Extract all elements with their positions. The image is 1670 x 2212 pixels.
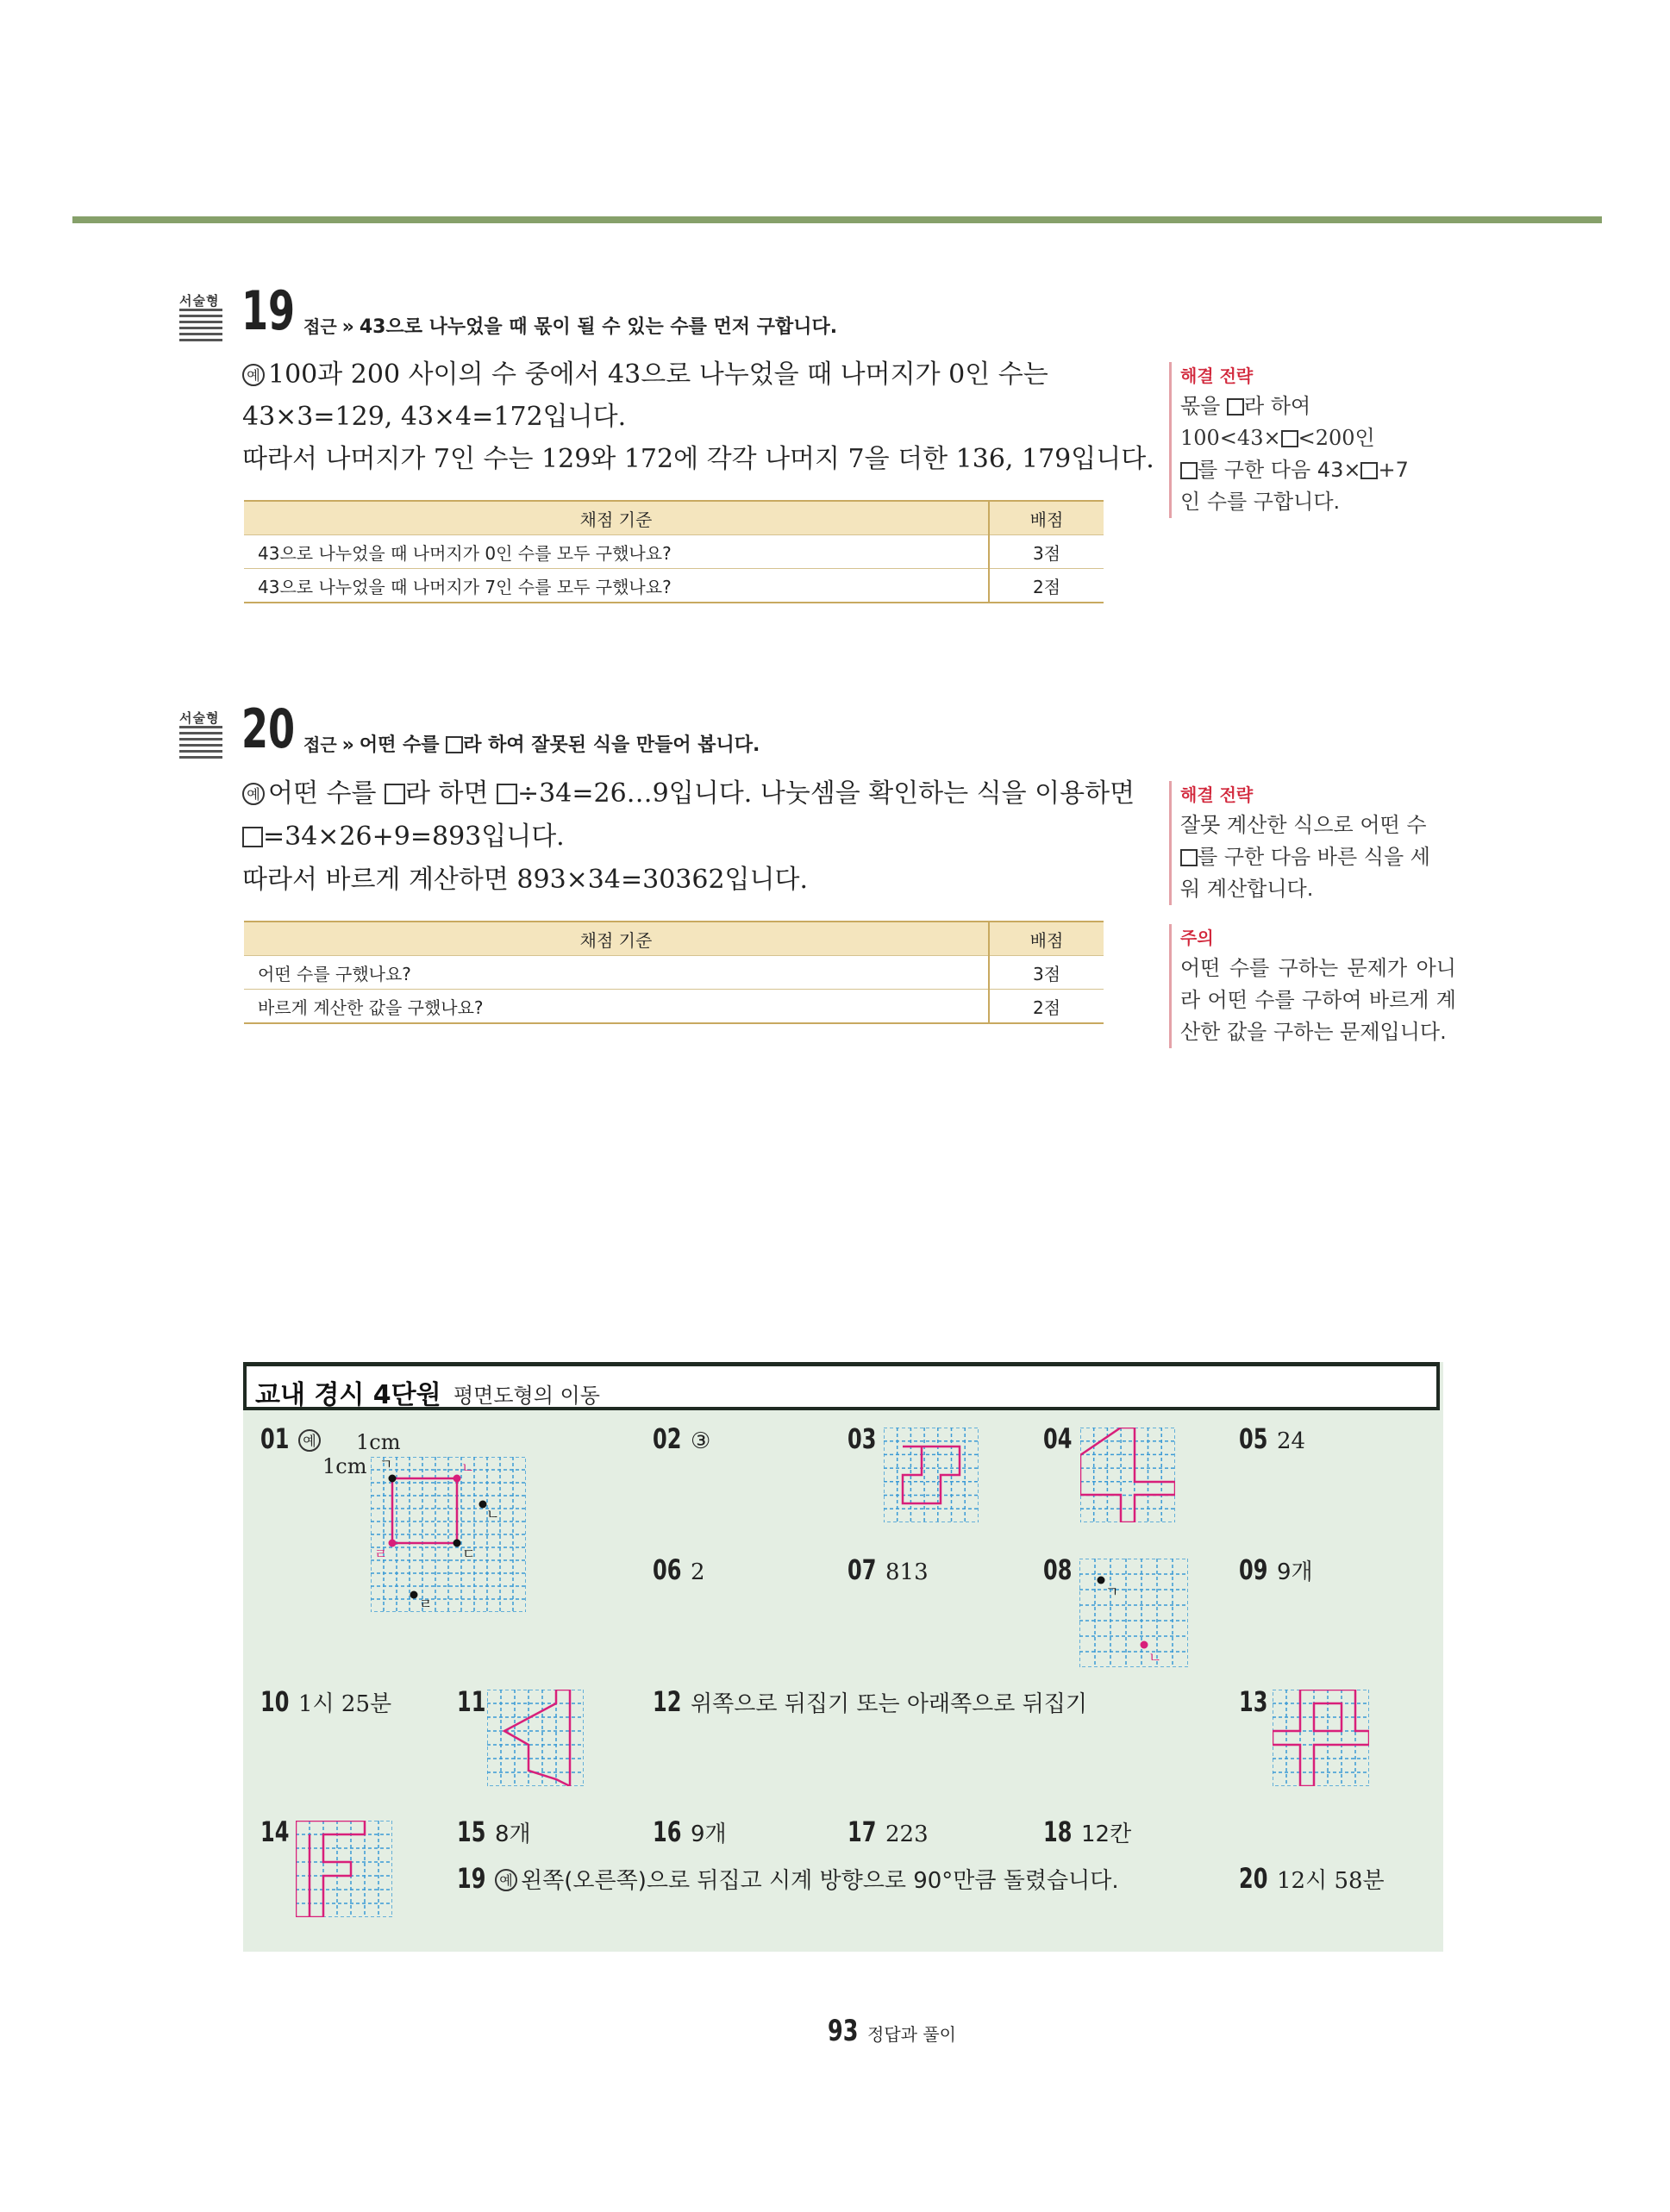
blank-box	[497, 784, 517, 804]
q19-answer-line1: 예 100과 200 사이의 수 중에서 43으로 나누었을 때 나머지가 0인 수는	[242, 353, 1048, 397]
approach-label: 접근	[303, 316, 337, 337]
blank-box	[1180, 849, 1198, 866]
answer-18: 18 12칸	[1043, 1815, 1132, 1848]
note-body: 어떤 수를 구하는 문제가 아니라 어떤 수를 구하여 바르게 계산한 값을 구하는 문제입니다.	[1180, 956, 1456, 1044]
q20-number: 20	[241, 697, 296, 760]
answer-15: 15 8개	[457, 1815, 531, 1848]
approach-text: 43으로 나누었을 때 몫이 될 수 있는 수를 먼저 구합니다.	[359, 316, 838, 338]
answer-12: 12 위쪽으로 뒤집기 또는 아래쪽으로 뒤집기	[653, 1685, 1088, 1718]
answer-17: 17 223	[848, 1815, 929, 1848]
answer-04: 04	[1043, 1422, 1073, 1455]
strategy-body: 잘못 계산한 식으로 어떤 수 를 구한 다음 바른 식을 세 워 계산합니다.	[1180, 813, 1430, 901]
example-badge: 예	[242, 364, 265, 386]
vertex-label: ㄹ	[419, 1596, 433, 1612]
table-row: 43으로 나누었을 때 나머지가 0인 수를 모두 구했나요? 3점	[244, 535, 1104, 569]
answer-10: 10 1시 25분	[260, 1685, 392, 1718]
q20-tag: 서술형	[179, 710, 220, 726]
q19-number: 19	[241, 279, 296, 342]
blank-box	[385, 784, 405, 804]
figure-11	[487, 1690, 584, 1786]
q19-approach	[303, 312, 837, 339]
q20-approach: 접근 » 어떤 수를 라 하여 잘못된 식을 만들어 봅니다.	[303, 734, 760, 756]
blank-box	[1180, 462, 1198, 479]
example-badge: 예	[298, 1429, 321, 1452]
chevron-icon: »	[341, 316, 354, 338]
vertex-label: ㄷ	[462, 1546, 476, 1562]
q19-answer-line2: 43×3=129, 43×4=172입니다.	[242, 402, 627, 432]
q20-strategy-box	[1169, 781, 1456, 905]
points-header: 배점	[989, 501, 1104, 535]
strategy-title: 해결 전략	[1180, 366, 1254, 386]
q20-note-box	[1169, 924, 1456, 1048]
strategy-title: 해결 전략	[1180, 784, 1254, 805]
figure-13	[1273, 1690, 1369, 1786]
blank-box	[1227, 398, 1244, 416]
criteria-header: 채점 기준	[244, 501, 989, 535]
answer-09: 09 9개	[1239, 1553, 1313, 1586]
q20-answer-line2: =34×26+9=893입니다.	[242, 815, 565, 859]
approach-label: 접근	[303, 734, 337, 755]
figure-03	[884, 1428, 979, 1522]
vertex-label: ㄱ	[379, 1457, 393, 1472]
answer-08: 08	[1043, 1553, 1073, 1586]
point-label: ㄴ	[1148, 1649, 1162, 1665]
table-row: 어떤 수를 구했나요? 3점	[244, 956, 1104, 990]
points-header: 배점	[989, 922, 1104, 956]
answer-14: 14	[260, 1815, 290, 1848]
figure-08	[1079, 1559, 1188, 1667]
answer-19: 19 예 왼쪽(오른쪽)으로 뒤집고 시계 방향으로 90°만큼 돌렸습니다.	[457, 1862, 1119, 1895]
answer-16: 16 9개	[653, 1815, 727, 1848]
answer-title: 교내 경시 4단원	[255, 1380, 441, 1410]
blank-box	[446, 736, 463, 753]
blank-box	[1281, 430, 1298, 447]
answer-03: 03	[848, 1422, 877, 1455]
q19-strategy-box	[1169, 362, 1456, 518]
answer-11: 11	[457, 1685, 486, 1718]
vertex-label: ㄴ	[486, 1506, 500, 1522]
q19-tag: 서술형	[179, 293, 220, 309]
q19-criteria-table	[244, 500, 1104, 603]
point-label: ㄱ	[1105, 1584, 1119, 1600]
unit-label-top: 1cm	[356, 1430, 401, 1454]
note-title: 주의	[1180, 928, 1214, 948]
footer-label: 정답과 풀이	[867, 2024, 956, 2045]
blank-box	[1360, 462, 1378, 479]
answer-07: 07 813	[848, 1553, 929, 1586]
top-rule	[72, 216, 1602, 223]
strategy-body: 몫을 라 하여 100<43× <200인 를 구한 다음 43× +7 인 수를 구합니다.	[1180, 394, 1409, 514]
answer-13: 13	[1239, 1685, 1268, 1718]
example-badge: 예	[242, 783, 265, 805]
chevron-icon: »	[341, 734, 354, 756]
q19-answer-line3: 따라서 나머지가 7인 수는 129와 172에 각각 나머지 7을 더한 136, 179입니다.	[242, 444, 1154, 474]
figure-04	[1080, 1428, 1175, 1522]
q20-criteria-table	[244, 921, 1104, 1024]
page-number: 93	[828, 2014, 859, 2048]
q19-tag-lines	[179, 309, 222, 345]
vertex-label: ㄹ	[374, 1546, 388, 1562]
unit-label-left: 1cm	[322, 1454, 367, 1478]
page-footer	[828, 2014, 956, 2048]
answer-header	[243, 1362, 1440, 1410]
table-row: 바르게 계산한 값을 구했나요? 2점	[244, 990, 1104, 1024]
answer-02: 02 ③	[653, 1422, 711, 1455]
criteria-header: 채점 기준	[244, 922, 989, 956]
figure-14	[296, 1821, 392, 1917]
example-badge: 예	[495, 1869, 517, 1891]
q20-tag-lines	[179, 726, 222, 762]
q20-answer-line1: 예 어떤 수를 라 하면 ÷34=26…9입니다. 나눗셈을 확인하는 식을 이용하면	[242, 772, 1135, 815]
q20-answer-line3: 따라서 바르게 계산하면 893×34=30362입니다.	[242, 865, 809, 895]
answer-05: 05 24	[1239, 1422, 1306, 1455]
answer-subtitle: 평면도형의 이동	[453, 1384, 600, 1408]
blank-box	[242, 827, 263, 847]
vertex-label: ㄴ	[461, 1459, 475, 1476]
answer-01: 01 예	[260, 1422, 324, 1455]
answer-20: 20 12시 58분	[1239, 1862, 1385, 1895]
answer-06: 06 2	[653, 1553, 705, 1586]
table-row: 43으로 나누었을 때 나머지가 7인 수를 모두 구했나요? 2점	[244, 569, 1104, 603]
figure-01	[371, 1457, 526, 1612]
